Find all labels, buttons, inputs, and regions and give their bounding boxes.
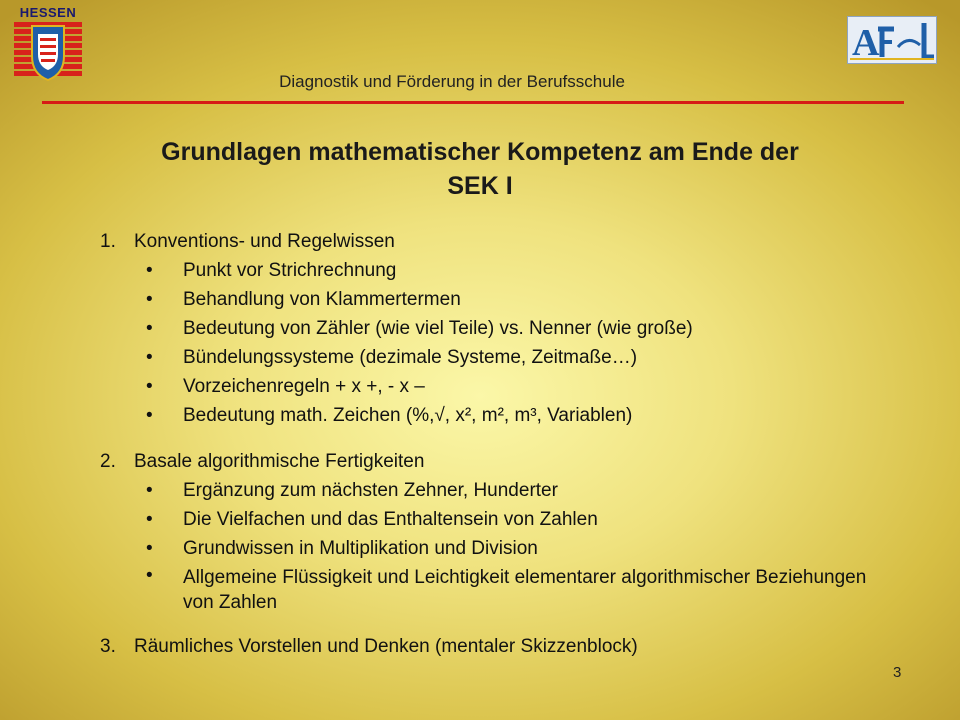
section-title-text: Konventions- und Regelwissen bbox=[134, 231, 395, 252]
list-item-text: Vorzeichenregeln + x +, - x – bbox=[183, 376, 425, 397]
bullet-icon: • bbox=[146, 538, 153, 559]
bullet-icon: • bbox=[146, 376, 153, 397]
list-item-text: Punkt vor Strichrechnung bbox=[183, 260, 397, 281]
list-item-text: Behandlung von Klammertermen bbox=[183, 289, 461, 310]
section-gap bbox=[100, 615, 900, 633]
header-rule bbox=[42, 101, 904, 104]
bullet-icon: • bbox=[146, 260, 153, 281]
section-title bbox=[100, 448, 900, 476]
list-item-text: Die Vielfachen und das Enthaltensein von Zahlen bbox=[183, 509, 598, 530]
section-title bbox=[100, 228, 900, 256]
list-item bbox=[100, 401, 900, 430]
page-number: 3 bbox=[893, 664, 902, 681]
bullet-icon: • bbox=[146, 405, 153, 426]
hessen-label: HESSEN bbox=[19, 5, 77, 20]
section-2 bbox=[100, 448, 900, 615]
list-item bbox=[100, 505, 900, 534]
content bbox=[100, 228, 900, 661]
section-gap bbox=[100, 430, 900, 448]
section-number: 2. bbox=[100, 451, 116, 472]
section-1 bbox=[100, 228, 900, 430]
section-title-text: Basale algorithmische Fertigkeiten bbox=[134, 451, 425, 472]
slide-title-line2: SEK I bbox=[447, 172, 513, 200]
list-item bbox=[100, 563, 900, 615]
list-item bbox=[100, 314, 900, 343]
list-item-text: Bedeutung math. Zeichen (%,√, x², m², m³, Variablen) bbox=[183, 405, 633, 426]
list-item bbox=[100, 476, 900, 505]
bullet-icon: • bbox=[146, 480, 153, 501]
afl-logo-icon bbox=[848, 17, 936, 63]
list-item bbox=[100, 372, 900, 401]
slide-title-line1: Grundlagen mathematischer Kompetenz am Ende der bbox=[161, 138, 799, 166]
list-item bbox=[100, 285, 900, 314]
list-item-text: Grundwissen in Multiplikation und Division bbox=[183, 538, 538, 559]
section-title bbox=[100, 633, 900, 661]
list-item bbox=[100, 534, 900, 563]
svg-text:A: A bbox=[852, 22, 880, 63]
list-item-text: Ergänzung zum nächsten Zehner, Hunderter bbox=[183, 480, 558, 501]
list-item-text: Bedeutung von Zähler (wie viel Teile) vs. Nenner (wie große) bbox=[183, 318, 693, 339]
header-subtitle: Diagnostik und Förderung in der Berufsschule bbox=[279, 72, 625, 91]
section-title-text: Räumliches Vorstellen und Denken (mentaler Skizzenblock) bbox=[134, 636, 638, 657]
section-number: 1. bbox=[100, 231, 116, 252]
section-items bbox=[100, 256, 900, 430]
bullet-icon: • bbox=[146, 289, 153, 310]
slide-title bbox=[100, 135, 860, 203]
section-number: 3. bbox=[100, 636, 116, 657]
list-item bbox=[100, 343, 900, 372]
list-item-text: Bündelungssysteme (dezimale Systeme, Zeitmaße…) bbox=[183, 347, 638, 368]
afl-logo bbox=[847, 16, 937, 64]
bullet-icon: • bbox=[146, 318, 153, 339]
bullet-icon: • bbox=[146, 347, 153, 368]
section-3 bbox=[100, 633, 900, 661]
section-items bbox=[100, 476, 900, 615]
bullet-icon: • bbox=[146, 509, 153, 530]
bullet-icon: • bbox=[146, 565, 153, 586]
list-item-text: Allgemeine Flüssigkeit und Leichtigkeit elementarer algorithmischer Beziehungen von Zahlen bbox=[183, 567, 867, 613]
list-item bbox=[100, 256, 900, 285]
